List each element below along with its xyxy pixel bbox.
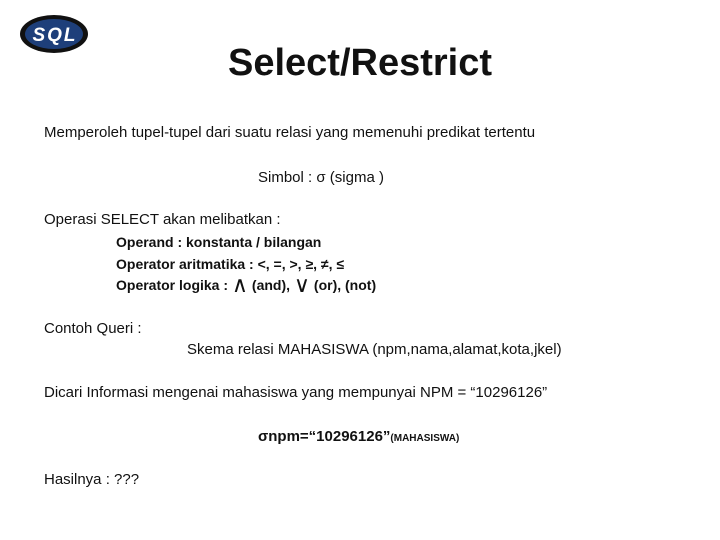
- query-expression: [258, 428, 459, 448]
- or-symbol: ∨: [293, 272, 311, 297]
- operator-aritmatika-line: Operator aritmatika : <, =, >, ≥, ≠, ≤: [116, 256, 345, 272]
- query-description: Dicari Informasi mengenai mahasiswa yang mempunyai NPM = “10296126”: [44, 384, 548, 401]
- schema-text: Skema relasi MAHASISWA (npm,nama,alamat,kota,jkel): [187, 341, 562, 358]
- symbol-text: Simbol : σ (sigma ): [258, 169, 384, 186]
- and-label: (and),: [248, 277, 294, 293]
- or-not-label: (or), (not): [310, 277, 377, 293]
- operator-logika-prefix: Operator logika :: [116, 277, 232, 293]
- selection-expression: σnpm=“10296126”: [258, 428, 391, 445]
- page-title: Select/Restrict: [227, 42, 492, 84]
- logo-text: SQL: [32, 25, 78, 46]
- intro-text: Memperoleh tupel-tupel dari suatu relasi yang memenuhi predikat tertentu: [44, 124, 536, 141]
- operasi-heading: Operasi SELECT akan melibatkan :: [44, 211, 281, 228]
- and-symbol: ∧: [231, 272, 249, 297]
- result-text: Hasilnya : ???: [44, 471, 140, 488]
- operator-logika-line: [116, 272, 377, 297]
- operand-line: Operand : konstanta / bilangan: [116, 234, 322, 250]
- relation-name: (MAHASISWA): [390, 433, 460, 444]
- contoh-label: Contoh Queri :: [44, 320, 142, 337]
